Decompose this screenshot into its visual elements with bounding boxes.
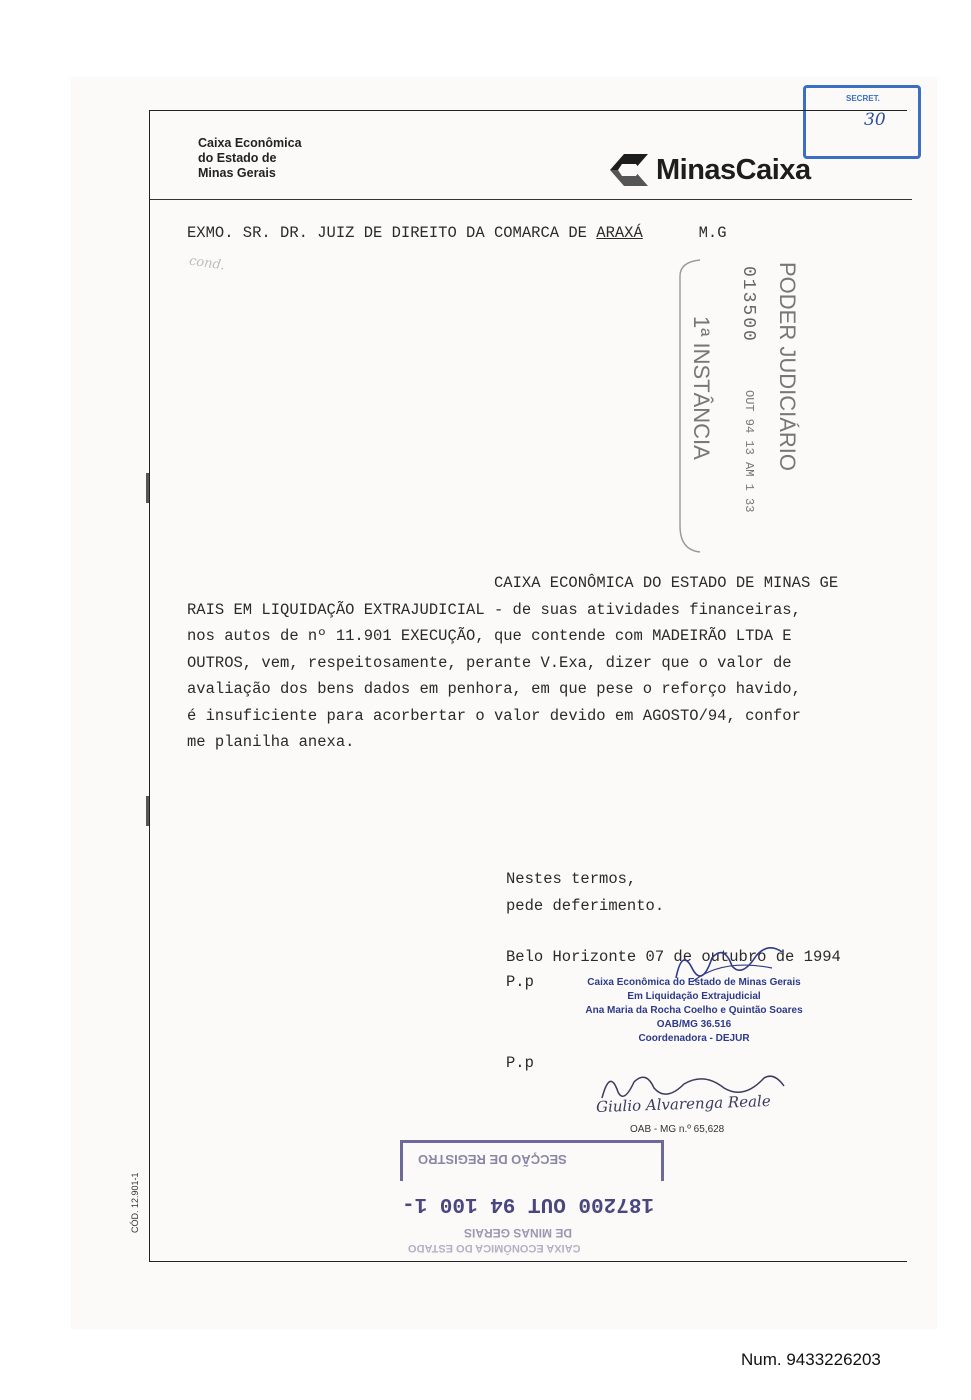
- second-signatory-oab: OAB - MG n.º 65,628: [630, 1124, 725, 1135]
- scanned-page: [72, 78, 936, 1328]
- signatory-stamp-line: OAB/MG 36.516: [656, 1019, 732, 1030]
- second-signatory-name: Giulio Alvarenga Reale: [595, 1091, 771, 1117]
- proxy-label-2: P.p: [506, 1054, 534, 1072]
- body-line: é insuficiente para acorbertar o valor devido em AGOSTO/94, confor: [187, 706, 801, 725]
- minascaixa-logo-icon: [606, 152, 652, 188]
- form-code: CÓD. 12.901-1: [130, 1172, 140, 1233]
- body-line: RAIS EM LIQUIDAÇÃO EXTRAJUDICIAL - de suas atividades financeiras,: [187, 600, 801, 619]
- body-line: CAIXA ECONÔMICA DO ESTADO DE MINAS GE: [494, 574, 839, 592]
- proxy-label-1: P.p: [506, 973, 534, 991]
- org-line-1: Caixa Econômica: [198, 136, 302, 150]
- registry-stamp: [400, 1130, 662, 1260]
- margin-tick: [146, 796, 149, 826]
- body-line: me planilha anexa.: [187, 733, 355, 751]
- court-receipt-stamp: [674, 256, 800, 556]
- document-number: Num. 9433226203: [741, 1350, 881, 1369]
- secretary-stamp-number: 30: [864, 110, 886, 130]
- petition-body: [187, 570, 897, 756]
- margin-handwriting: cond.: [188, 253, 226, 274]
- closing-terms: Nestes termos,: [506, 870, 637, 888]
- addressee-line: [187, 224, 727, 242]
- body-line: avaliação dos bens dados em penhora, em que pese o reforço havido,: [187, 680, 801, 698]
- signatory-stamp-line: Em Liquidação Extrajudicial: [627, 991, 761, 1002]
- header-divider: [150, 199, 912, 200]
- place-and-date: Belo Horizonte 07 de outubro de 1994: [506, 948, 841, 966]
- registry-stamp-line: CAIXA ECONÔMICA DO ESTADO: [408, 1242, 581, 1254]
- signatory-stamp-line: Ana Maria da Rocha Coelho e Quintão Soares: [585, 1005, 803, 1016]
- brand-logo: [606, 152, 811, 188]
- receipt-stamp-number: 013500: [738, 266, 758, 343]
- signatory-stamp: [564, 976, 824, 1046]
- addressee-prefix: EXMO. SR. DR. JUIZ DE DIREITO DA COMARCA DE: [187, 224, 587, 242]
- registry-stamp-number: 187200 OUT 94 100 1-: [402, 1192, 655, 1215]
- body-line: nos autos de nº 11.901 EXECUÇÃO, que contende com MADEIRÃO LTDA E: [187, 627, 792, 645]
- addressee-city: ARAXÁ: [596, 224, 643, 242]
- margin-tick: [146, 473, 149, 503]
- receipt-stamp-court: PODER JUDICIÁRIO: [775, 262, 800, 472]
- organization-name: [198, 136, 302, 181]
- org-line-3: Minas Gerais: [198, 166, 276, 180]
- signatory-stamp-line: Caixa Econômica do Estado de Minas Gerais: [587, 977, 801, 988]
- body-line: OUTROS, vem, respeitosamente, perante V.Exa, dizer que o valor de: [187, 653, 792, 672]
- registry-stamp-line: SECÇÃO DE REGISTRO: [418, 1152, 567, 1167]
- receipt-stamp-instance: 1ª INSTÂNCIA: [689, 316, 714, 460]
- brand-wordmark: MinasCaixa: [656, 154, 811, 186]
- secretary-stamp-title: SECRET.: [846, 94, 880, 103]
- addressee-state: M.G: [698, 224, 727, 242]
- signatory-stamp-line: Coordenadora - DEJUR: [638, 1033, 750, 1044]
- org-line-2: do Estado de: [198, 151, 277, 165]
- receipt-stamp-datetime: OUT 94 13 AM 1 33: [742, 390, 756, 513]
- registry-stamp-line: DE MINAS GERAIS: [464, 1226, 573, 1240]
- closing-request: pede deferimento.: [506, 897, 665, 915]
